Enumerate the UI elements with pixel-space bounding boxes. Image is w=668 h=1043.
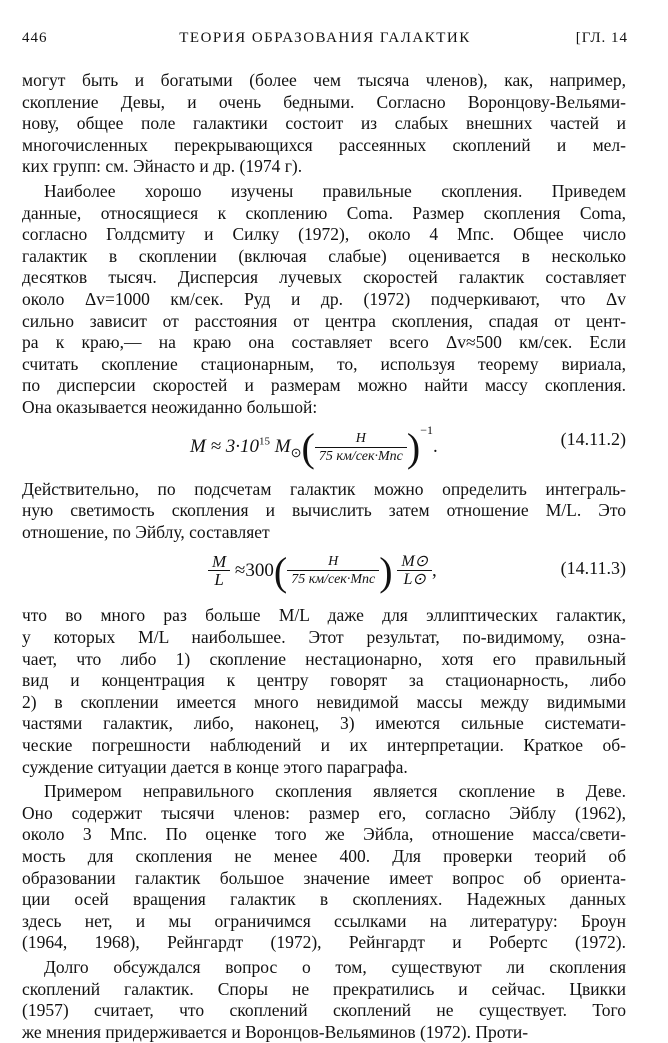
- text-line: Наиболее хорошо изучены правильные скопления. Приведем: [44, 181, 626, 201]
- text-line: у которых M/L наибольшее. Этот результат, по-видимому, озна-: [22, 627, 626, 647]
- running-title: ТЕОРИЯ ОБРАЗОВАНИЯ ГАЛАКТИК: [179, 30, 471, 46]
- eq2-rhs-den: L⊙: [403, 571, 426, 589]
- text-line: чает, что либо 1) скопление нестационарно, хотя его правильный: [22, 648, 626, 669]
- eq2-rhs-fraction: [397, 553, 432, 589]
- paren-close: ): [379, 548, 393, 594]
- text-line: скопление Девы, и очень бедными. Согласно Воронцову-Вельями-: [22, 91, 626, 112]
- eq-exponent: 15: [259, 435, 271, 448]
- eq2-denominator: 75 км/сек·Мпс: [291, 572, 376, 588]
- text-line: около 3 Мпс. По оценке того же Эйбла, отношение масса/свети-: [22, 824, 626, 845]
- text-line: ких групп: см. Эйнасто и др. (1974 г).: [22, 156, 303, 177]
- text-line: (1964, 1968), Рейнгардт (1972), Рейнгардт и Робертс (1972).: [22, 932, 626, 953]
- eq2-fraction: [287, 553, 379, 589]
- eq2-lhs-den: L: [214, 570, 224, 590]
- text-line: ции осей вращения галактик в скоплениях. Надежных данных: [22, 889, 626, 910]
- eq-fraction: [315, 430, 407, 466]
- text-line: частями галактик, либо, наконец, 3) имеются сильные системати-: [22, 713, 626, 734]
- text-line: ную светимость скопления и вычислить затем отношение M/L. Это: [22, 500, 626, 521]
- equation-number: (14.11.2): [560, 429, 626, 449]
- text-line: 2) в скоплении имеется много невидимой массы между видимыми: [22, 691, 626, 712]
- text-line: что во много раз больше M/L даже для эллиптических галактик,: [22, 605, 626, 626]
- paren-close: ): [406, 425, 421, 471]
- text-line: Оно содержит тысячи членов: размер его, согласно Эйблу (1962),: [22, 802, 626, 823]
- eq-denominator: 75 км/сек·Мпс: [318, 448, 403, 464]
- equation-14-11-3: [22, 548, 626, 598]
- text-line: ра к краю,— на краю она составляет всего Δv≈500 км/сек. Если: [22, 332, 626, 353]
- eq-sun-symbol: ⊙: [290, 444, 302, 460]
- text-line: данные, относящиеся к скоплению Coma. Размер скопления Coma,: [22, 202, 626, 223]
- text-line: Долго обсуждался вопрос о том, существуют ли скопления: [44, 957, 626, 977]
- text-line: галактик в скоплении (включая слабые) оценивается в несколько: [22, 245, 626, 266]
- running-header: [22, 30, 628, 52]
- text-line: сильно зависит от расстояния от центра скопления, спадая от цент-: [22, 310, 626, 331]
- paren-open: (: [301, 425, 315, 471]
- eq2-comma: ,: [432, 559, 437, 581]
- text-line: вид и концентрация к центру говорят за стационарность, либо: [22, 670, 626, 691]
- eq-end-dot: .: [432, 436, 438, 457]
- eq-lhs: M ≈ 3·10: [190, 436, 260, 457]
- text-line: суждение ситуации дается в конце этого параграфа.: [22, 756, 408, 777]
- text-line: здесь нет, и мы ограничимся ссылками на литературу: Броун: [22, 910, 626, 931]
- text-line: Она оказывается неожиданно большой:: [22, 397, 318, 417]
- eq-numerator: H: [315, 430, 407, 448]
- eq2-lhs-num: M: [208, 553, 230, 571]
- text-line: отношение, по Эйблу, составляет: [22, 521, 270, 542]
- chapter-label: [ГЛ. 14: [575, 30, 628, 46]
- equation-number: (14.11.3): [560, 557, 626, 578]
- text-line: нову, общее поле галактики состоит из слабых внешних частей и: [22, 113, 626, 134]
- text-line: многочисленных перекрывающихся рассеянных скоплений и мел-: [22, 134, 626, 155]
- text-line: Примером неправильного скопления является скопление в Деве.: [44, 781, 626, 802]
- text-line: могут быть и богатыми (более чем тысяча членов), как, например,: [22, 70, 626, 90]
- text-line: Действительно, по подсчетам галактик можно определить интеграль-: [22, 478, 626, 499]
- page-number: 446: [22, 30, 48, 46]
- text-line: скоплений галактик. Споры не прекратились и сейчас. Цвикки: [22, 978, 626, 999]
- text-line: согласно Голдсмиту и Силку (1972), около 4 Мпс. Общее число: [22, 224, 626, 245]
- equation-14-11-2: [22, 423, 626, 471]
- text-line: по дисперсии скоростей и размерам можно найти массу скопления.: [22, 375, 626, 396]
- text-line: считать скопление стационарным, то, используя теорему вириала,: [22, 353, 626, 374]
- text-line: ческие погрешности наблюдений и их интерпретации. Краткое об-: [22, 735, 626, 755]
- paren-open: (: [273, 548, 288, 594]
- eq-power: −1: [420, 423, 433, 437]
- text-line: (1957) считает, что скоплений скоплений не существует. Того: [22, 1000, 626, 1021]
- text-line: же мнения придерживается и Воронцов-Вельяминов (1972). Проти-: [22, 1021, 529, 1042]
- eq2-approx: ≈300: [234, 559, 274, 581]
- eq2-rhs-num: M⊙: [397, 553, 432, 571]
- eq2-numerator: H: [287, 553, 379, 571]
- text-line: мость для скопления не менее 400. Для проверки теорий об: [22, 846, 626, 866]
- text-line: образовании галактик большое значение имеет вопрос об ориента-: [22, 867, 626, 888]
- text-line: десятков тысяч. Дисперсия лучевых скоростей галактик составляет: [22, 267, 626, 288]
- eq2-lhs-fraction: [208, 553, 230, 589]
- eq-mass: M: [274, 436, 291, 457]
- text-line: около Δv=1000 км/сек. Руд и др. (1972) подчеркивают, что Δv: [22, 289, 626, 309]
